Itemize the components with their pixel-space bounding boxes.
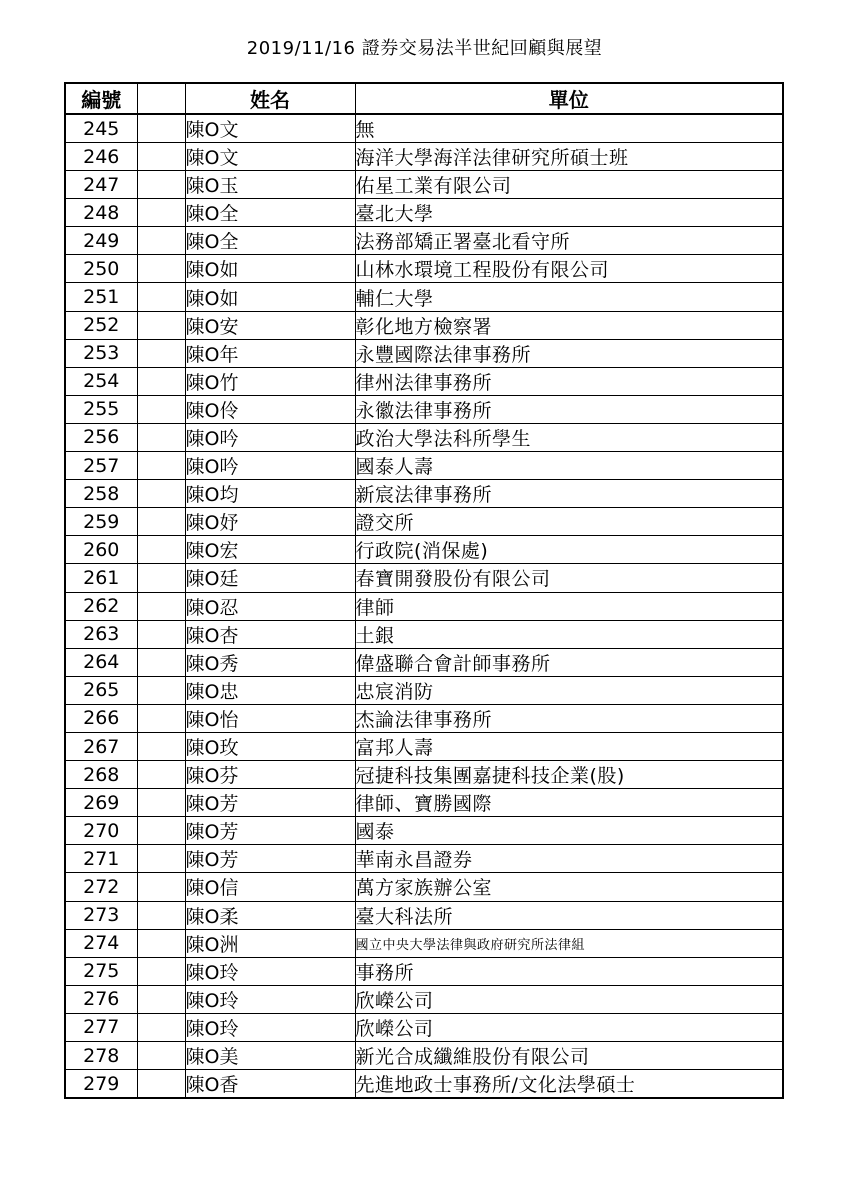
- row-name: 陳O全: [185, 227, 355, 255]
- row-blank-cell: [137, 114, 185, 143]
- row-number: 265: [65, 676, 137, 704]
- row-name: 陳O玲: [185, 985, 355, 1013]
- row-name: 陳O芳: [185, 845, 355, 873]
- row-number: 251: [65, 283, 137, 311]
- row-unit: 輔仁大學: [355, 283, 783, 311]
- row-name: 陳O伶: [185, 395, 355, 423]
- row-number: 270: [65, 817, 137, 845]
- row-unit: 律州法律事務所: [355, 367, 783, 395]
- row-blank-cell: [137, 676, 185, 704]
- row-blank-cell: [137, 255, 185, 283]
- row-unit: 華南永昌證券: [355, 845, 783, 873]
- table-row: [65, 845, 783, 873]
- row-unit: 欣嶸公司: [355, 1013, 783, 1041]
- row-blank-cell: [137, 901, 185, 929]
- row-number: 252: [65, 311, 137, 339]
- row-name: 陳O如: [185, 283, 355, 311]
- row-number: 275: [65, 957, 137, 985]
- attendee-table: [64, 82, 784, 1099]
- row-name: 陳O芬: [185, 761, 355, 789]
- table-row: [65, 957, 783, 985]
- row-unit: 永豐國際法律事務所: [355, 339, 783, 367]
- row-name: 陳O香: [185, 1070, 355, 1099]
- table-row: [65, 536, 783, 564]
- row-blank-cell: [137, 957, 185, 985]
- row-number: 257: [65, 452, 137, 480]
- row-name: 陳O芳: [185, 817, 355, 845]
- row-blank-cell: [137, 845, 185, 873]
- table-row: [65, 873, 783, 901]
- row-blank-cell: [137, 704, 185, 732]
- row-number: 253: [65, 339, 137, 367]
- row-blank-cell: [137, 339, 185, 367]
- row-number: 258: [65, 480, 137, 508]
- table-body: [65, 114, 783, 1098]
- row-number: 250: [65, 255, 137, 283]
- row-unit: 杰論法律事務所: [355, 704, 783, 732]
- table-row: [65, 199, 783, 227]
- row-unit: 土銀: [355, 620, 783, 648]
- row-name: 陳O宏: [185, 536, 355, 564]
- row-unit: 永徽法律事務所: [355, 395, 783, 423]
- row-blank-cell: [137, 480, 185, 508]
- row-blank-cell: [137, 985, 185, 1013]
- row-unit: 新光合成纖維股份有限公司: [355, 1042, 783, 1070]
- row-blank-cell: [137, 1042, 185, 1070]
- table-row: [65, 732, 783, 760]
- row-name: 陳O吟: [185, 423, 355, 451]
- table-row: [65, 255, 783, 283]
- row-number: 255: [65, 395, 137, 423]
- row-number: 254: [65, 367, 137, 395]
- row-blank-cell: [137, 564, 185, 592]
- row-name: 陳O怡: [185, 704, 355, 732]
- row-blank-cell: [137, 1070, 185, 1099]
- row-blank-cell: [137, 395, 185, 423]
- header-unit: 單位: [355, 83, 783, 114]
- row-unit: 先進地政士事務所/文化法學碩士: [355, 1070, 783, 1099]
- row-blank-cell: [137, 283, 185, 311]
- table-row: [65, 283, 783, 311]
- row-name: 陳O信: [185, 873, 355, 901]
- row-blank-cell: [137, 171, 185, 199]
- row-unit: 律師、寶勝國際: [355, 789, 783, 817]
- row-unit: 彰化地方檢察署: [355, 311, 783, 339]
- row-name: 陳O杏: [185, 620, 355, 648]
- row-number: 273: [65, 901, 137, 929]
- row-name: 陳O柔: [185, 901, 355, 929]
- row-name: 陳O安: [185, 311, 355, 339]
- row-number: 269: [65, 789, 137, 817]
- row-name: 陳O玲: [185, 957, 355, 985]
- row-number: 248: [65, 199, 137, 227]
- row-unit: 忠宸消防: [355, 676, 783, 704]
- row-unit: 國泰: [355, 817, 783, 845]
- row-name: 陳O玲: [185, 1013, 355, 1041]
- table-row: [65, 1070, 783, 1099]
- row-unit: 春寶開發股份有限公司: [355, 564, 783, 592]
- row-unit: 國立中央大學法律與政府研究所法律組: [355, 929, 783, 957]
- row-unit: 事務所: [355, 957, 783, 985]
- row-blank-cell: [137, 227, 185, 255]
- table-row: [65, 620, 783, 648]
- table-row: [65, 901, 783, 929]
- row-unit: 佑星工業有限公司: [355, 171, 783, 199]
- table-row: [65, 508, 783, 536]
- header-name: 姓名: [185, 83, 355, 114]
- row-blank-cell: [137, 1013, 185, 1041]
- table-row: [65, 985, 783, 1013]
- table-row: [65, 114, 783, 143]
- row-unit: 臺大科法所: [355, 901, 783, 929]
- row-blank-cell: [137, 536, 185, 564]
- row-number: 279: [65, 1070, 137, 1099]
- row-blank-cell: [137, 648, 185, 676]
- row-blank-cell: [137, 508, 185, 536]
- row-name: 陳O忠: [185, 676, 355, 704]
- row-blank-cell: [137, 367, 185, 395]
- table-row: [65, 1013, 783, 1041]
- row-number: 262: [65, 592, 137, 620]
- table-row: [65, 704, 783, 732]
- row-name: 陳O吟: [185, 452, 355, 480]
- row-number: 264: [65, 648, 137, 676]
- row-blank-cell: [137, 199, 185, 227]
- row-unit: 律師: [355, 592, 783, 620]
- table-row: [65, 789, 783, 817]
- row-number: 245: [65, 114, 137, 143]
- row-number: 271: [65, 845, 137, 873]
- row-unit: 山林水環境工程股份有限公司: [355, 255, 783, 283]
- row-blank-cell: [137, 592, 185, 620]
- row-name: 陳O文: [185, 114, 355, 143]
- header-number: 編號: [65, 83, 137, 114]
- table-row: [65, 423, 783, 451]
- row-name: 陳O均: [185, 480, 355, 508]
- row-unit: 冠捷科技集團嘉捷科技企業(股): [355, 761, 783, 789]
- table-row: [65, 817, 783, 845]
- row-name: 陳O玉: [185, 171, 355, 199]
- row-number: 272: [65, 873, 137, 901]
- row-name: 陳O如: [185, 255, 355, 283]
- row-blank-cell: [137, 873, 185, 901]
- row-number: 266: [65, 704, 137, 732]
- table-row: [65, 339, 783, 367]
- row-number: 268: [65, 761, 137, 789]
- row-blank-cell: [137, 143, 185, 171]
- row-name: 陳O廷: [185, 564, 355, 592]
- row-blank-cell: [137, 789, 185, 817]
- row-number: 274: [65, 929, 137, 957]
- row-blank-cell: [137, 423, 185, 451]
- row-name: 陳O年: [185, 339, 355, 367]
- row-blank-cell: [137, 929, 185, 957]
- row-name: 陳O妤: [185, 508, 355, 536]
- row-name: 陳O芳: [185, 789, 355, 817]
- table-row: [65, 1042, 783, 1070]
- table-row: [65, 143, 783, 171]
- row-number: 260: [65, 536, 137, 564]
- table-row: [65, 171, 783, 199]
- row-unit: 無: [355, 114, 783, 143]
- row-blank-cell: [137, 732, 185, 760]
- row-unit: 法務部矯正署臺北看守所: [355, 227, 783, 255]
- header-blank: [137, 83, 185, 114]
- row-blank-cell: [137, 311, 185, 339]
- table-row: [65, 648, 783, 676]
- table-row: [65, 564, 783, 592]
- row-number: 247: [65, 171, 137, 199]
- row-unit: 富邦人壽: [355, 732, 783, 760]
- row-blank-cell: [137, 817, 185, 845]
- table-row: [65, 480, 783, 508]
- row-number: 277: [65, 1013, 137, 1041]
- row-unit: 臺北大學: [355, 199, 783, 227]
- row-blank-cell: [137, 620, 185, 648]
- table-row: [65, 311, 783, 339]
- page-title: 2019/11/16 證券交易法半世紀回顧與展望: [246, 38, 603, 59]
- row-unit: 政治大學法科所學生: [355, 423, 783, 451]
- row-number: 267: [65, 732, 137, 760]
- row-number: 249: [65, 227, 137, 255]
- row-unit: 證交所: [355, 508, 783, 536]
- row-number: 246: [65, 143, 137, 171]
- row-number: 278: [65, 1042, 137, 1070]
- table-row: [65, 761, 783, 789]
- table-row: [65, 592, 783, 620]
- row-blank-cell: [137, 761, 185, 789]
- row-name: 陳O竹: [185, 367, 355, 395]
- row-blank-cell: [137, 452, 185, 480]
- table-row: [65, 367, 783, 395]
- row-number: 261: [65, 564, 137, 592]
- row-number: 256: [65, 423, 137, 451]
- row-unit: 偉盛聯合會計師事務所: [355, 648, 783, 676]
- row-name: 陳O全: [185, 199, 355, 227]
- row-number: 276: [65, 985, 137, 1013]
- table-row: [65, 929, 783, 957]
- table-row: [65, 395, 783, 423]
- table-row: [65, 676, 783, 704]
- row-name: 陳O洲: [185, 929, 355, 957]
- row-unit: 萬方家族辦公室: [355, 873, 783, 901]
- row-name: 陳O忍: [185, 592, 355, 620]
- row-number: 259: [65, 508, 137, 536]
- row-name: 陳O玫: [185, 732, 355, 760]
- row-number: 263: [65, 620, 137, 648]
- row-unit: 海洋大學海洋法律研究所碩士班: [355, 143, 783, 171]
- row-unit: 國泰人壽: [355, 452, 783, 480]
- row-unit: 新宸法律事務所: [355, 480, 783, 508]
- row-unit: 行政院(消保處): [355, 536, 783, 564]
- table-row: [65, 452, 783, 480]
- table-row: [65, 227, 783, 255]
- row-name: 陳O美: [185, 1042, 355, 1070]
- row-name: 陳O秀: [185, 648, 355, 676]
- row-unit: 欣嶸公司: [355, 985, 783, 1013]
- row-name: 陳O文: [185, 143, 355, 171]
- table-header-row: [65, 83, 783, 114]
